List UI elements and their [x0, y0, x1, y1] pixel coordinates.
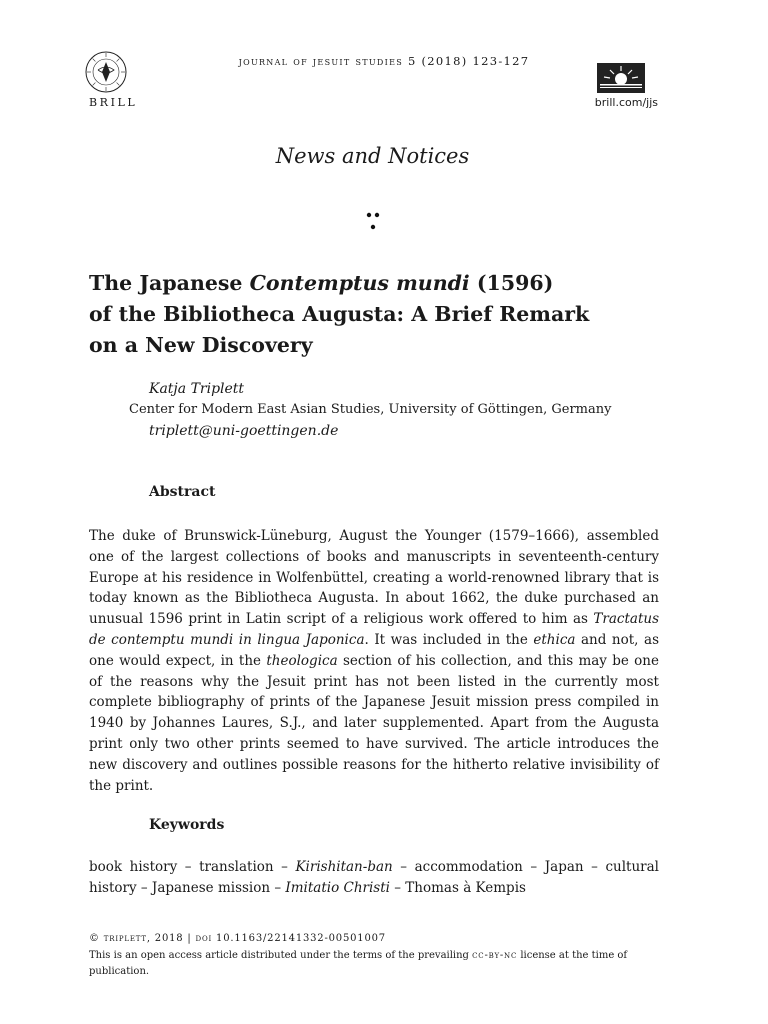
section-title: News and Notices	[275, 144, 470, 168]
author-affiliation: Center for Modern East Asian Studies, University of Göttingen, Germany	[129, 402, 612, 417]
author-email-link[interactable]: triplett@uni-goettingen.de	[149, 423, 339, 439]
title-line-2: of the Bibliotheca Augusta: A Brief Remark	[89, 302, 590, 326]
abstract-segment: section of his collection, and this may be one of the reasons why the Jesuit print has not been listed in the currently most complete bibliography of prints of the Japanese Jesuit mission press compiled in 1940 by Johannes Laures, S.J., and later supplemented. Apart from the Augusta print only two other prints seemed to have survived. The article introduces the new discovery and outlines possible reasons for the hitherto relative invisibility of the print.	[89, 652, 659, 794]
keyword-italic: Kirishitan-ban	[295, 859, 393, 875]
journal-header: journal of jesuit studies 5 (2018) 123-127	[238, 54, 530, 68]
abstract-italic: Tractatus de contemptu mundi in lingua Japonica	[89, 611, 659, 648]
abstract-heading: Abstract	[149, 484, 216, 500]
title-part-1: The Japanese	[89, 271, 250, 295]
abstract-segment: . It was included in the	[364, 631, 534, 648]
section-ornament-icon	[364, 210, 382, 232]
keywords-text	[89, 857, 659, 899]
keyword-italic: Imitatio Christi	[285, 880, 390, 896]
journal-logo-icon	[596, 62, 646, 94]
article-title	[89, 268, 669, 361]
keyword-segment: – accommodation – Japan – cultural history – Japanese mission –	[89, 859, 659, 896]
author-name: Katja Triplett	[149, 381, 245, 397]
abstract-segment: and not, as one would expect, in the	[89, 631, 659, 669]
abstract-segment: The duke of Brunswick-Lüneburg, August the Younger (1579–1666), assembled one of the largest collections of books and manuscripts in seventeenth-century Europe at his residence in Wolfenbüttel, creating a world-renowned library that is today known as the Bibliotheca Augusta. In about 1662, the duke purchased an unusual 1596 print in Latin script of a religious work offered to him as	[89, 528, 659, 628]
keyword-segment: book history – translation –	[89, 859, 296, 875]
abstract-italic: ethica	[533, 631, 576, 648]
title-italic: Contemptus mundi	[249, 271, 470, 295]
title-line-3: on a New Discovery	[89, 333, 313, 357]
abstract-italic: theologica	[266, 652, 338, 669]
license-text: This is an open access article distributed under the terms of the prevailing	[89, 950, 473, 961]
keyword-segment: – Thomas à Kempis	[389, 880, 526, 896]
abstract-text	[89, 526, 659, 796]
license-text: license at the time of publication.	[89, 950, 628, 977]
journal-url-link[interactable]: brill.com/jjs	[594, 96, 658, 109]
copyright-doi-line: © triplett, 2018 | doi 10.1163/22141332-00501007	[89, 933, 386, 944]
keywords-heading: Keywords	[149, 817, 225, 833]
license-note	[89, 948, 669, 980]
title-part-2: (1596)	[469, 271, 554, 295]
license-name: cc-by-nc	[472, 950, 518, 961]
publisher-name: BRILL	[89, 96, 138, 109]
